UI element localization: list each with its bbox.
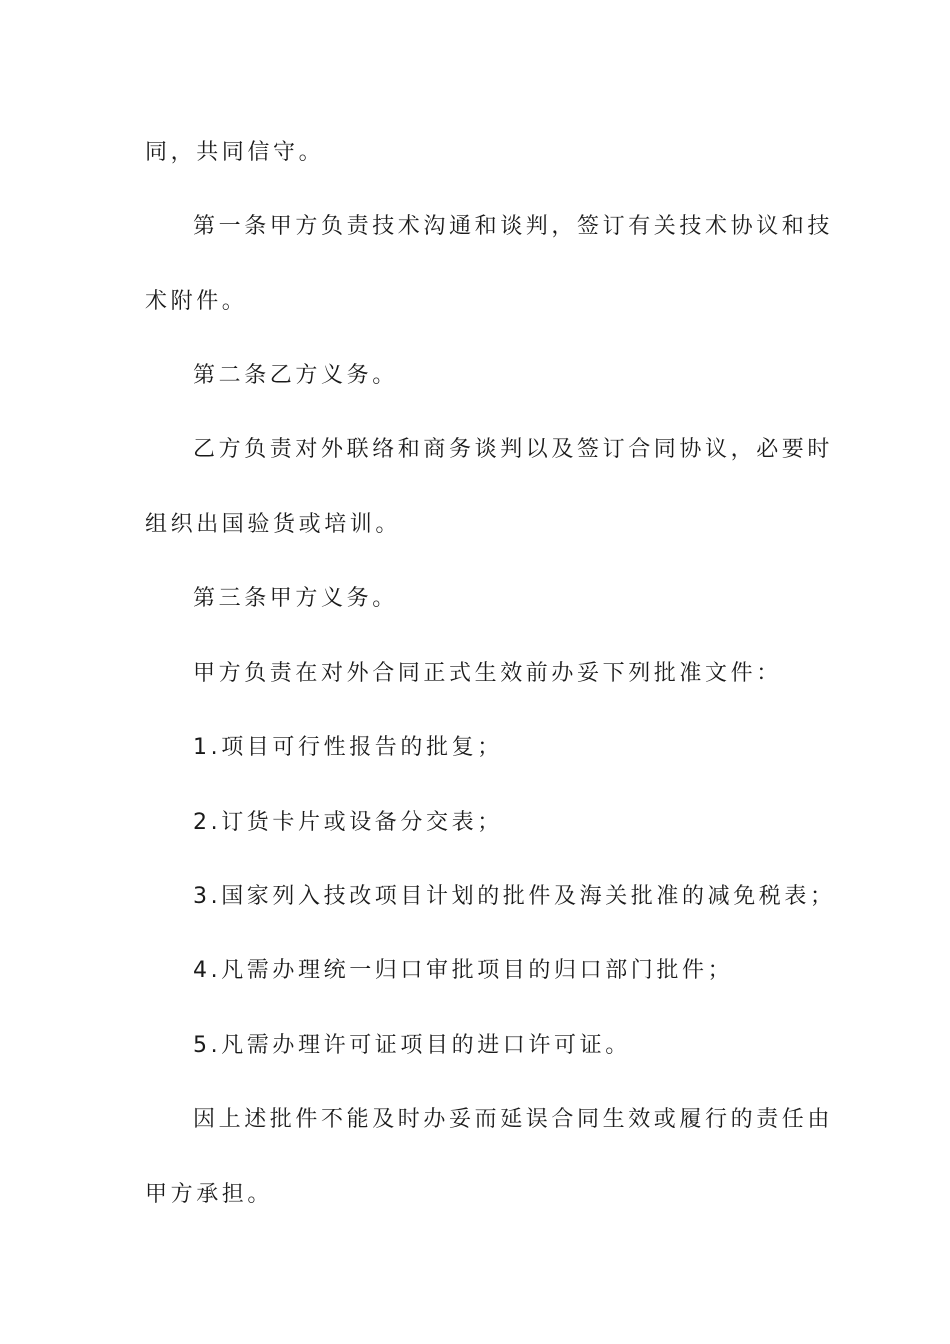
list-item: 2.订货卡片或设备分交表； bbox=[193, 810, 503, 835]
list-item: 3.国家列入技改项目计划的批件及海关批准的减免税表； bbox=[193, 884, 836, 909]
list-item: 5.凡需办理许可证项目的进口许可证。 bbox=[193, 1033, 631, 1058]
article-2-heading: 第二条乙方义务。 bbox=[193, 363, 398, 388]
text-line: 因上述批件不能及时办妥而延误合同生效或履行的责任由 bbox=[193, 1107, 834, 1132]
text-line: 乙方负责对外联络和商务谈判以及签订合同协议，必要时 bbox=[193, 437, 834, 462]
article-3-heading: 第三条甲方义务。 bbox=[193, 586, 398, 611]
list-item: 1.项目可行性报告的批复； bbox=[193, 735, 503, 760]
text-line: 组织出国验货或培训。 bbox=[145, 512, 402, 537]
text-line: 同，共同信守。 bbox=[145, 140, 325, 165]
text-line: 甲方承担。 bbox=[145, 1182, 274, 1207]
article-1-line: 第一条甲方负责技术沟通和谈判，签订有关技术协议和技 bbox=[193, 214, 834, 239]
text-line: 术附件。 bbox=[145, 289, 248, 314]
text-line: 甲方负责在对外合同正式生效前办妥下列批准文件： bbox=[193, 661, 782, 686]
list-item: 4.凡需办理统一归口审批项目的归口部门批件； bbox=[193, 958, 734, 983]
